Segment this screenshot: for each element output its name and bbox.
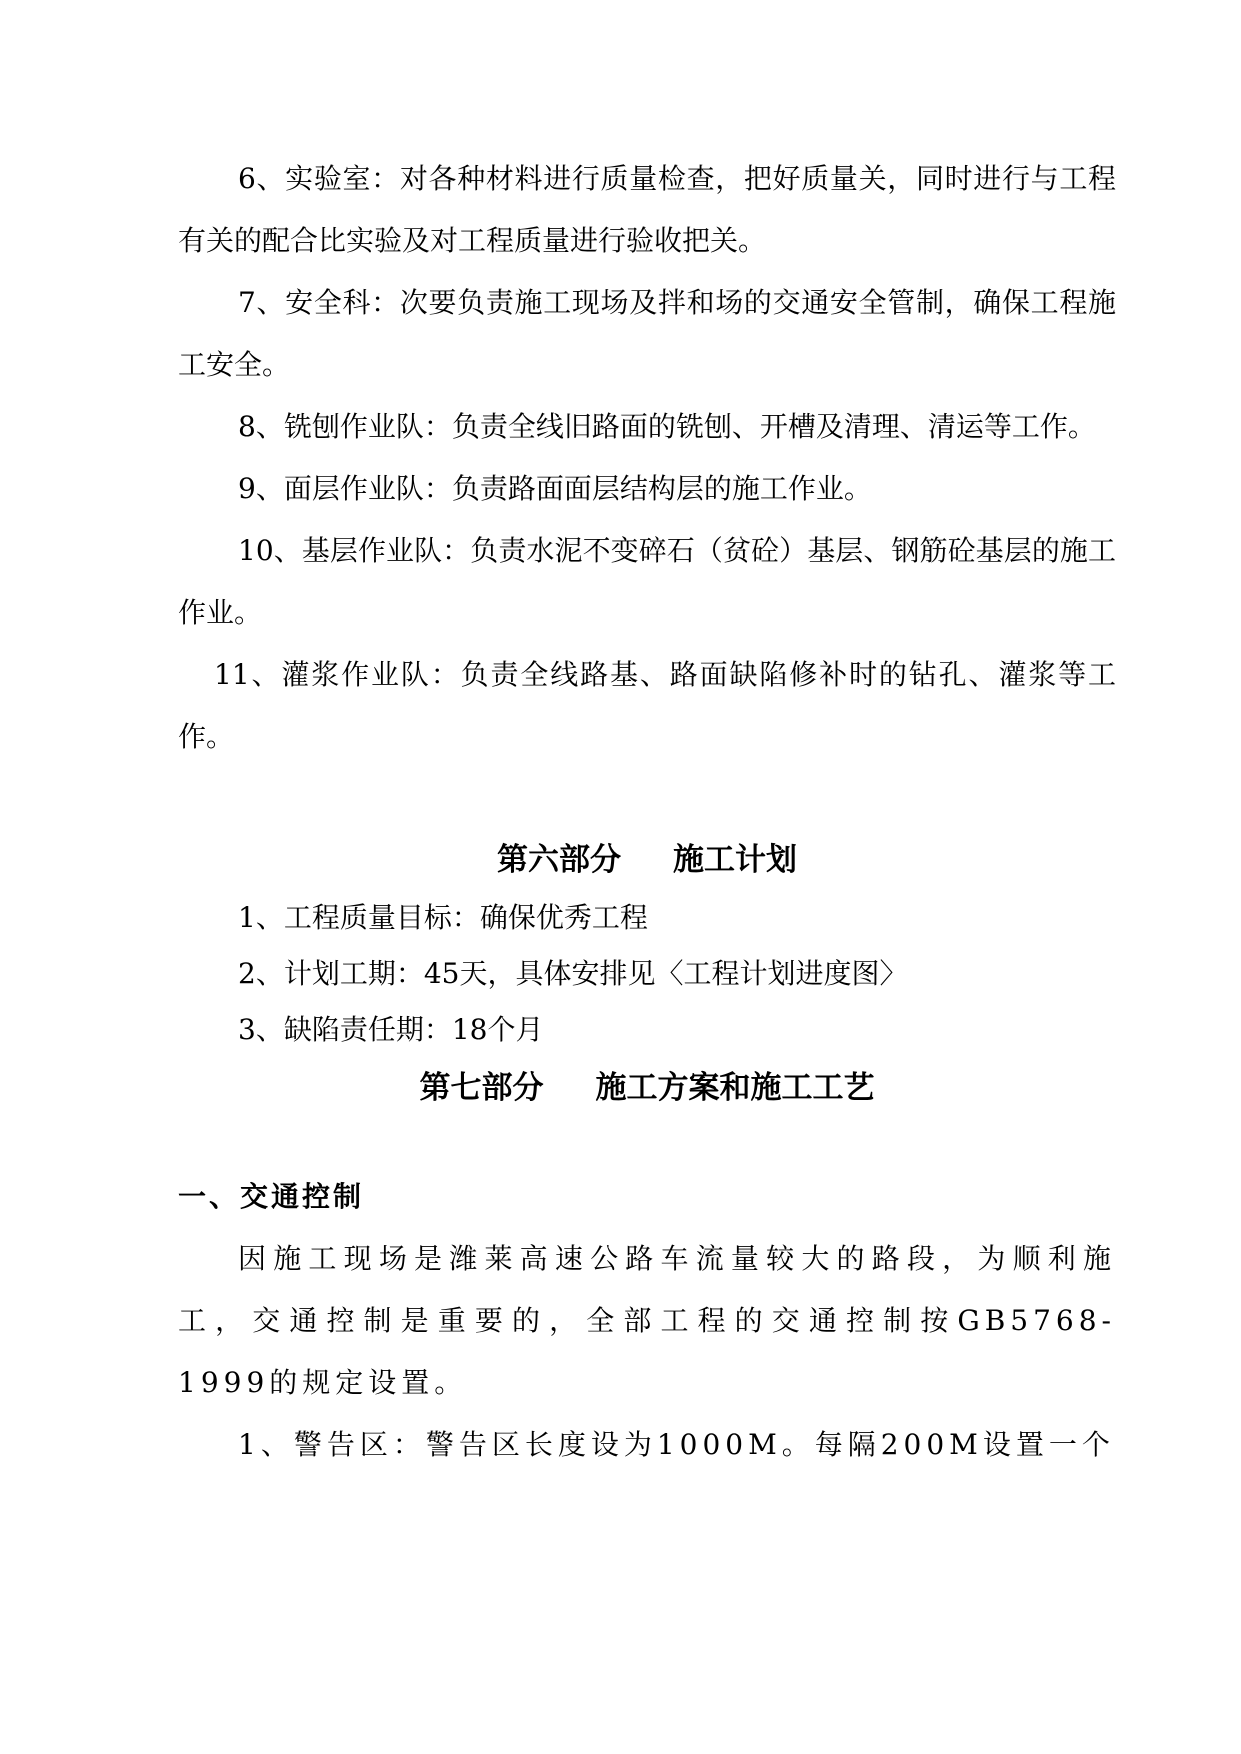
duty-grouting-team: 11、灌浆作业队：负责全线路基、路面缺陷修补时的钻孔、灌浆等工作。 — [178, 658, 1116, 753]
section7-part: 第七部分 — [419, 1070, 544, 1106]
spacer — [178, 768, 1116, 830]
duty-base-team: 10、基层作业队：负责水泥不变碎石（贫砼）基层、钢筋砼基层的施工作业。 — [178, 534, 1116, 629]
plan-item-defect-period: 3、缺陷责任期：18个月 — [238, 1013, 544, 1046]
section7-heading — [178, 1058, 1116, 1118]
section6-heading — [178, 830, 1116, 890]
page-content — [178, 148, 1116, 1476]
section6-title: 施工计划 — [673, 842, 797, 878]
duty-safety: 7、安全科：次要负责施工现场及拌和场的交通安全管制，确保工程施工安全。 — [178, 286, 1116, 381]
section6-part: 第六部分 — [497, 842, 621, 878]
duty-lab: 6、实验室：对各种材料进行质量检查，把好质量关，同时进行与工程有关的配合比实验及对工程质量进行验收把关。 — [178, 162, 1116, 257]
spacer — [178, 1118, 1116, 1166]
warning-zone-item: 1、警告区：警告区长度设为1000M。每隔200M设置一个 — [238, 1428, 1115, 1461]
traffic-control-heading: 一、交通控制 — [178, 1180, 365, 1213]
duty-milling-team: 8、铣刨作业队：负责全线旧路面的铣刨、开槽及清理、清运等工作。 — [238, 410, 1096, 443]
plan-item-quality: 1、工程质量目标：确保优秀工程 — [238, 901, 648, 934]
duty-surface-team: 9、面层作业队：负责路面面层结构层的施工作业。 — [238, 472, 872, 505]
plan-item-schedule: 2、计划工期：45天，具体安排见〈工程计划进度图〉 — [238, 957, 908, 990]
section7-title: 施工方案和施工工艺 — [595, 1070, 875, 1106]
traffic-control-intro: 因施工现场是潍莱高速公路车流量较大的路段，为顺利施工，交通控制是重要的，全部工程的交通控制按GB5768-1999的规定设置。 — [178, 1242, 1116, 1399]
